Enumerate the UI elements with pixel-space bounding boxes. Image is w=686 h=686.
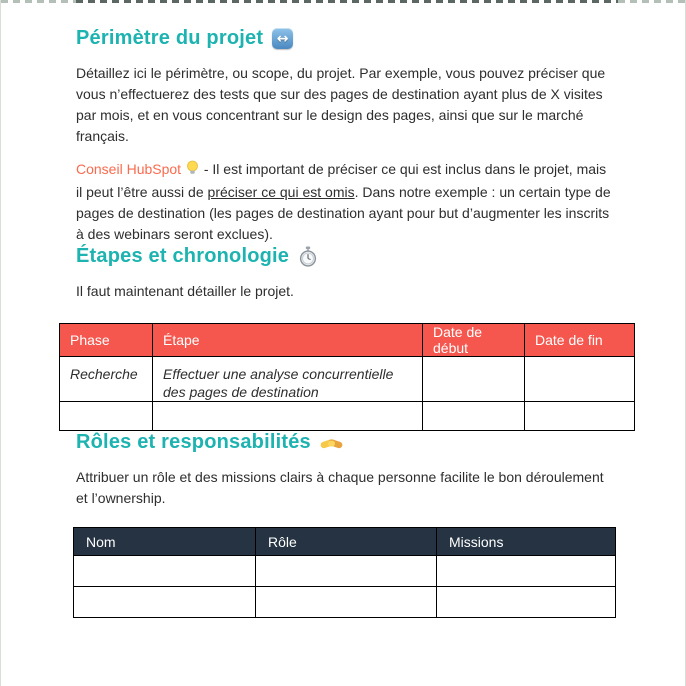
roles-cell-role[interactable]: [256, 587, 437, 618]
page-edge-left-segment: [1, 0, 76, 3]
steps-cell-phase[interactable]: [60, 402, 153, 431]
roles-col-nom: Nom: [74, 528, 256, 556]
tip-label: Conseil HubSpot: [76, 161, 182, 177]
stopwatch-icon: [298, 246, 318, 267]
steps-cell-date-debut[interactable]: [423, 402, 525, 431]
roles-cell-nom[interactable]: [74, 556, 256, 587]
roles-table: [73, 527, 616, 618]
light-bulb-icon: [186, 160, 199, 182]
steps-cell-etape[interactable]: [153, 402, 423, 431]
steps-col-phase: Phase: [60, 324, 153, 357]
steps-table-header-row: [60, 324, 635, 357]
steps-col-etape: Étape: [153, 324, 423, 357]
roles-table-header-row: [74, 528, 616, 556]
steps-table-row: [60, 402, 635, 431]
document-content: [1, 0, 685, 618]
steps-cell-date-fin[interactable]: [525, 402, 635, 431]
page-edge-right-segment: [618, 0, 686, 3]
steps-col-date-debut: Date de début: [423, 324, 525, 357]
tip-text-after-underline: . Dans notre exemple : un certain type de pages de destination (les pages de destination ayant pour but d’augmenter les inscrits à des webinars seront exclues).: [76, 184, 611, 242]
steps-intro-paragraph: Il faut maintenant détailler le projet.: [76, 283, 294, 299]
scope-intro-paragraph: Détaillez ici le périmètre, ou scope, du projet. Par exemple, vous pouvez préciser que vous n’effectuerez des tests que sur des pages de destination ayant plus de X visites par mois, et en vous concentrant sur le design des pages, ainsi que sur le marché français.: [76, 65, 606, 144]
steps-cell-date-debut[interactable]: [423, 357, 525, 402]
steps-heading-text: Étapes et chronologie: [76, 245, 290, 267]
steps-col-date-fin: Date de fin: [525, 324, 635, 357]
tip-text-before-underline: - Il est important de préciser ce qui est inclus dans le projet, mais il peut l’être aussi de: [76, 161, 607, 200]
page-boundary-dashes: [1, 0, 685, 3]
roles-col-role: Rôle: [256, 528, 437, 556]
steps-table: [59, 323, 635, 431]
roles-col-missions: Missions: [437, 528, 616, 556]
handshake-icon: [320, 434, 343, 452]
roles-cell-missions[interactable]: [437, 556, 616, 587]
steps-table-row: [60, 357, 635, 402]
roles-cell-role[interactable]: [256, 556, 437, 587]
roles-heading-text: Rôles et responsabilités: [76, 431, 311, 453]
steps-cell-date-fin[interactable]: [525, 357, 635, 402]
roles-intro-paragraph: Attribuer un rôle et des missions clairs à chaque personne facilite le bon déroulement et l’ownership.: [76, 469, 604, 506]
section-heading-scope: [76, 27, 685, 50]
tip-text-underlined: préciser ce qui est omis: [207, 184, 355, 200]
steps-cell-phase[interactable]: Recherche: [60, 357, 153, 402]
scope-tip-paragraph: [76, 159, 613, 245]
roles-table-row: [74, 587, 616, 618]
left-right-arrow-icon: ↔: [272, 28, 293, 49]
roles-cell-missions[interactable]: [437, 587, 616, 618]
section-heading-roles: [76, 431, 685, 454]
section-heading-steps: [76, 245, 685, 268]
roles-cell-nom[interactable]: [74, 587, 256, 618]
scope-heading-text: Périmètre du projet: [76, 27, 264, 49]
roles-table-row: [74, 556, 616, 587]
page-edge-middle-segment: [76, 0, 618, 3]
steps-cell-etape[interactable]: Effectuer une analyse concurrentielle des pages de destination: [153, 357, 423, 402]
